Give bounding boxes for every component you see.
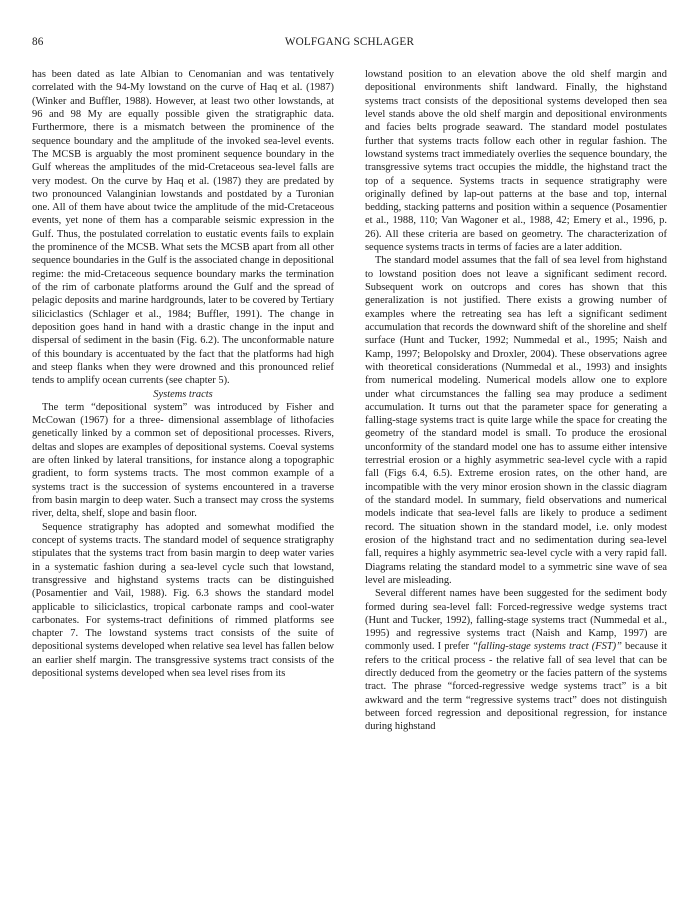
right-paragraph-3-end: because it refers to the critical process - the relative fall of sea level that can be directly deduced from the geometry or the facies pattern of the systems tract. The phrase “forced-regressive wedge systems tract” is a bit awkward and the term “regressive systems tract” does not distinguish between forced regression and depositional regression, for instance during highstand [365,641,667,733]
running-head: WOLFGANG SCHLAGER [284,36,415,48]
right-paragraph-1: lowstand position to an elevation above the old shelf margin and depositional environments shift landward. Finally, the highstand systems tract consists of the depositional systems developed then sea level stands above the old shelf margin and depositional environments and facies belts prograde seaward. The standard model postulates further that systems tracts follow each other in regular fashion. The lowstand systems tract immediately overlies the sequence boundary, the transgressive sytems tract occupies the middle, the highstand tract the top of a sequence. Systems tracts in sequence stratigraphy were originally defined by lap-out patterns at the base and top, internal bedding, stacking patterns and position within a sequence (Posamentier et al., 1988, 110; Van Wagoner et al., 1988, 42; Emery et al., 1996, p. 26). All these criteria are based on geometry. The characterization of sequence systems tracts in terms of facies are a later addition. [365,69,667,254]
left-paragraph-3: Sequence stratigraphy has adopted and somewhat modified the concept of systems tracts. The standard model of sequence stratigraphy stipulates that the systems tract from basin margin to deep water varies in a systematic fashion during a sea-level cycle such that lowstand, transgressive and highstand systems tracts can be distinguished (Posamentier and Vail, 1988). Fig. 6.3 shows the standard model applicable to siliciclastics, tropical carbonate ramps and cool-water carbonates. For systems-tract definitions of rimmed platforms see chapter 7. The lowstand systems tract consists of the suite of depositional systems developed when relative sea level has fallen below an earlier shelf margin. The transgressive systems tract consists of the depositional systems developed when sea level rises from its [32,521,334,680]
right-column [365,68,667,734]
section-heading-systems-tracts: Systems tracts [153,388,213,400]
page-header [32,36,667,56]
right-paragraph-3-emphasis: “falling-stage systems tract (FST)” [472,641,622,653]
right-paragraph-2: The standard model assumes that the fall of sea level from highstand to lowstand position does not leave a significant sediment record. Subsequent work on outcrops and cores has shown that this generalization is not justified. There exists a growing number of examples where the retreating sea has left a significant sediment accumulation that records the downward shift of the shoreline and shelf surface (Hunt and Tucker, 1992; Nummedal et al., 1995; Naish and Kamp, 1997; Belopolsky and Droxler, 2004). These observations agree with theoretical considerations (Nummedal et al., 1993) and insights from numerical modeling. Numerical models allow one to explore under what circumstances the falling sea may produce a sediment accumulation. It turns out that the parameter space for generating a falling-stage systems tract is quite large while the space for creating the geometry of the standard model is small. To produce the erosional unconformity of the standard model one has to assume either intensive terrestrial erosion or a highly asymmetric sea-level cycle with a rapid fall (Figs 6.4, 6.5). Extreme erosion rates, on the other hand, are incompatible with the very minor erosion shown in the classic diagram of the standard model. In summary, field observations and numerical models indicate that sea-level falls are likely to produce a sediment record. The situation shown in the standard model, i.e. only modest erosion of the highstand tract and no sedimentation during sea-level fall, requires a highly asymmetric sea-level cycle with a very rapid fall. Diagrams relating the standard model to a symmetric sine wave of sea level are misleading. [365,255,667,586]
left-column [32,68,334,734]
right-paragraph-3 [365,587,667,733]
text-columns [32,68,667,734]
left-paragraph-1: has been dated as late Albian to Cenomanian and was tentatively correlated with the 94-My lowstand on the curve of Haq et al. (1987) (Winker and Buffler, 1988). However, at least two other lowstands, at 96 and 98 My are equally possible given the stratigraphic data. Furthermore, there is a mismatch between the prominence of the sequence boundary and the amplitude of the invoked sea-level events. The MCSB is arguably the most prominent sequence boundary in the Gulf whereas the amplitudes of the mid-Cretaceous sea-level falls are very modest. On the curve by Haq et al. (1987) they are predated by two pronounced Valanginian lowstands and postdated by a Turonian one. All of them have about twice the amplitude of the mid-Cretaceous events, yet none of them has a comparable seismic expression in the Gulf. Thus, the postulated correlation to eustatic events fails to explain the prominence of the MCSB. What sets the MCSB apart from all other sequence boundaries in the Gulf is the associated change in depositional regime: the mid-Cretaceous sequence boundary marks the termination of the rim of carbonate platforms around the Gulf and the spread of pelagic deposits and marine hardgrounds, later to be covered by Tertiary siliciclastics (Schlager et al., 1984; Buffler, 1991). The change in deposition goes hand in hand with a drastic change in the input and dispersal of sediment in the basin (Fig. 6.2). The unconformable nature of this boundary is accentuated by the fact that the platforms had high and steep flanks when they were drowned and this pronounced relief tends to amplify ocean currents (see chapter 5). [32,69,334,387]
right-paragraph-3-start: Several different names have been suggested for the sediment body formed during sea-level fall: Forced-regressive wedge systems tract (Hunt and Tucker, 1992), falling-stage systems tract (Nummedal et al., 1995) and regressive systems tract (Naish and Kamp, 1997) are commonly used. I prefer [365,588,667,653]
left-paragraph-2: The term “depositional system” was introduced by Fisher and McCowan (1967) for a three- dimensional assemblage of lithofacies genetically linked by a common set of depositional processes. Rivers, deltas and slopes are examples of depositional systems. Coeval systems are often linked by lateral transitions, for instance along a topographic gradient, to form systems tracts. The most common example of a systems tract is the succession of systems encountered in a traverse from basin margin to deep water. Such a transect may cross the systems river, delta, shelf, slope and basin floor. [32,401,334,520]
page-number: 86 [32,36,44,48]
